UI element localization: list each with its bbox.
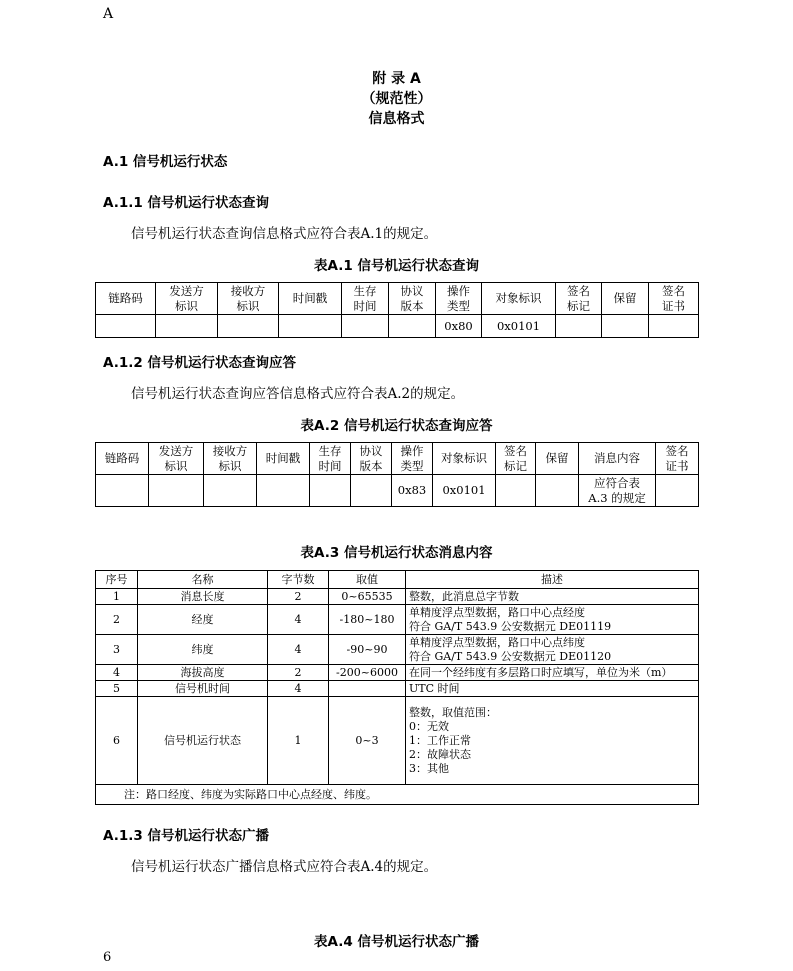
header-cell: 生存 时间 <box>342 283 389 315</box>
table-cell <box>496 475 536 507</box>
table-a4-caption: 表A.4 信号机运行状态广播 <box>314 934 479 950</box>
row-number-cell: 3 <box>96 635 138 665</box>
table-row <box>96 475 699 507</box>
header-cell: 操作 类型 <box>392 443 433 475</box>
row-number-cell: 5 <box>96 681 138 697</box>
appendix-corner-label: A <box>103 6 114 22</box>
description-cell: UTC 时间 <box>406 681 699 697</box>
header-cell: 对象标识 <box>433 443 496 475</box>
byte-count-cell: 2 <box>268 589 329 605</box>
header-cell: 字节数 <box>268 571 329 589</box>
value-range-cell: 0~65535 <box>329 589 406 605</box>
field-name-cell: 海拔高度 <box>138 665 268 681</box>
row-number-cell: 6 <box>96 697 138 785</box>
header-cell: 接收方 标识 <box>204 443 257 475</box>
field-name-cell: 信号机运行状态 <box>138 697 268 785</box>
field-name-cell: 经度 <box>138 605 268 635</box>
header-cell: 签名 标记 <box>556 283 602 315</box>
table-cell <box>310 475 351 507</box>
table-row <box>96 697 699 785</box>
table-cell <box>96 475 149 507</box>
table-cell <box>536 475 579 507</box>
table-row <box>96 681 699 697</box>
byte-count-cell: 2 <box>268 665 329 681</box>
table-a3-caption: 表A.3 信号机运行状态消息内容 <box>300 545 493 561</box>
header-cell: 发送方 标识 <box>156 283 218 315</box>
table-row <box>96 315 699 338</box>
table-a2 <box>95 442 699 507</box>
header-cell: 消息内容 <box>579 443 656 475</box>
table-a2-caption: 表A.2 信号机运行状态查询应答 <box>300 418 493 434</box>
byte-count-cell: 4 <box>268 635 329 665</box>
table-cell: 应符合表 A.3 的规定 <box>579 475 656 507</box>
header-cell: 取值 <box>329 571 406 589</box>
table-cell <box>204 475 257 507</box>
table-note: 注：路口经度、纬度为实际路口中心点经度、纬度。 <box>96 785 699 805</box>
table-cell <box>149 475 204 507</box>
byte-count-cell: 4 <box>268 681 329 697</box>
description-cell: 单精度浮点型数据，路口中心点纬度 符合 GA/T 543.9 公安数据元 DE01120 <box>406 635 699 665</box>
table-cell <box>351 475 392 507</box>
header-cell: 链路码 <box>96 283 156 315</box>
row-number-cell: 1 <box>96 589 138 605</box>
header-cell: 协议 版本 <box>389 283 436 315</box>
table-row <box>96 635 699 665</box>
header-cell: 保留 <box>536 443 579 475</box>
table-cell <box>389 315 436 338</box>
section-a11-text: 信号机运行状态查询信息格式应符合表A.1的规定。 <box>131 226 438 242</box>
appendix-nature: （规范性） <box>361 91 432 107</box>
table-cell <box>342 315 389 338</box>
header-cell: 保留 <box>602 283 649 315</box>
section-heading-a13: A.1.3 信号机运行状态广播 <box>103 828 269 844</box>
value-range-cell: 0~3 <box>329 697 406 785</box>
section-heading-a1: A.1 信号机运行状态 <box>103 154 228 170</box>
table-cell: 0x0101 <box>482 315 556 338</box>
byte-count-cell: 4 <box>268 605 329 635</box>
field-name-cell: 信号机时间 <box>138 681 268 697</box>
header-cell: 链路码 <box>96 443 149 475</box>
header-cell: 时间戳 <box>279 283 342 315</box>
table-a1-caption: 表A.1 信号机运行状态查询 <box>314 258 479 274</box>
table-cell <box>257 475 310 507</box>
section-heading-a11: A.1.1 信号机运行状态查询 <box>103 195 269 211</box>
header-cell: 签名 证书 <box>656 443 699 475</box>
table-cell <box>279 315 342 338</box>
header-cell: 签名 证书 <box>649 283 699 315</box>
table-cell: 0x0101 <box>433 475 496 507</box>
header-cell: 接收方 标识 <box>218 283 279 315</box>
appendix-title: 附 录 A <box>372 71 421 87</box>
table-cell <box>656 475 699 507</box>
page-number: 6 <box>103 950 112 965</box>
description-cell: 整数，此消息总字节数 <box>406 589 699 605</box>
header-cell: 对象标识 <box>482 283 556 315</box>
header-cell: 操作 类型 <box>436 283 482 315</box>
appendix-name: 信息格式 <box>368 111 425 127</box>
value-range-cell: -180~180 <box>329 605 406 635</box>
header-cell: 序号 <box>96 571 138 589</box>
byte-count-cell: 1 <box>268 697 329 785</box>
table-cell <box>556 315 602 338</box>
header-cell: 协议 版本 <box>351 443 392 475</box>
description-cell: 在同一个经纬度有多层路口时应填写，单位为米（m） <box>406 665 699 681</box>
value-range-cell <box>329 681 406 697</box>
section-a13-text: 信号机运行状态广播信息格式应符合表A.4的规定。 <box>131 859 438 875</box>
table-row <box>96 605 699 635</box>
table-row <box>96 665 699 681</box>
table-header-row <box>96 443 699 475</box>
header-cell: 签名 标记 <box>496 443 536 475</box>
description-cell: 单精度浮点型数据，路口中心点经度 符合 GA/T 543.9 公安数据元 DE01119 <box>406 605 699 635</box>
value-range-cell: -90~90 <box>329 635 406 665</box>
table-note-row <box>96 785 699 805</box>
section-heading-a12: A.1.2 信号机运行状态查询应答 <box>103 355 296 371</box>
header-cell: 名称 <box>138 571 268 589</box>
header-cell: 生存 时间 <box>310 443 351 475</box>
table-header-row <box>96 571 699 589</box>
table-cell <box>218 315 279 338</box>
table-cell <box>649 315 699 338</box>
table-cell <box>602 315 649 338</box>
table-cell <box>96 315 156 338</box>
section-a12-text: 信号机运行状态查询应答信息格式应符合表A.2的规定。 <box>131 386 465 402</box>
header-cell: 描述 <box>406 571 699 589</box>
table-cell: 0x83 <box>392 475 433 507</box>
field-name-cell: 消息长度 <box>138 589 268 605</box>
table-header-row <box>96 283 699 315</box>
table-a1 <box>95 282 699 338</box>
table-cell: 0x80 <box>436 315 482 338</box>
description-cell: 整数，取值范围： 0：无效 1：工作正常 2：故障状态 3：其他 <box>406 697 699 785</box>
header-cell: 发送方 标识 <box>149 443 204 475</box>
row-number-cell: 4 <box>96 665 138 681</box>
table-row <box>96 589 699 605</box>
field-name-cell: 纬度 <box>138 635 268 665</box>
table-cell <box>156 315 218 338</box>
table-a3 <box>95 570 699 805</box>
row-number-cell: 2 <box>96 605 138 635</box>
header-cell: 时间戳 <box>257 443 310 475</box>
value-range-cell: -200~6000 <box>329 665 406 681</box>
